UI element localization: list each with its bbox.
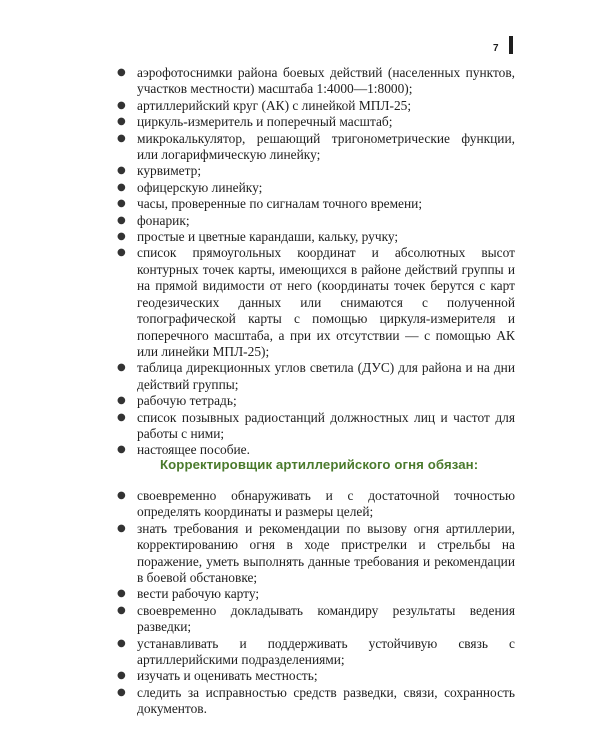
bullet-dot-icon: ● — [117, 99, 126, 111]
duties-list — [117, 488, 515, 718]
bullet-dot-icon: ● — [117, 67, 126, 78]
list-item — [117, 410, 515, 443]
bullet-dot-icon: ● — [117, 637, 126, 649]
bullet-dot-icon: ● — [117, 604, 126, 616]
bullet-dot-icon: ● — [117, 362, 126, 374]
list-item-text: таблица дирекционных углов светила (ДУС) для района и на дни действий группы; — [137, 360, 515, 392]
list-item-text: список прямоугольных координат и абсолютных высот контурных точек карты, имеющихся в районе действий группы и на прямой видимости от него (координаты точек берутся с карт геодезических данных или снимаются с полученной топографической карты с помощью циркуля-измерителя и поперечного масштаба, а при их отсутствии — с помощью АК или линейки МПЛ-25); — [137, 245, 515, 359]
list-item — [117, 163, 515, 179]
list-item-text: своевременно докладывать командиру результаты ведения разведки; — [137, 602, 515, 635]
bullet-dot-icon: ● — [117, 198, 126, 210]
bullet-dot-icon: ● — [117, 490, 126, 501]
list-item-text: часы, проверенные по сигналам точного времени; — [137, 196, 423, 212]
list-item — [117, 586, 515, 602]
list-item — [117, 668, 515, 684]
list-item-text: артиллерийский круг (АК) с линейкой МПЛ-25; — [137, 97, 412, 113]
bullet-dot-icon: ● — [117, 165, 126, 177]
bullet-dot-icon: ● — [117, 444, 126, 456]
bullet-dot-icon: ● — [117, 132, 126, 144]
bullet-dot-icon: ● — [117, 231, 126, 243]
list-item-text: список позывных радиостанций должностных лиц и частот для работы с ними; — [137, 409, 515, 441]
list-item — [117, 98, 515, 114]
equipment-list — [117, 65, 515, 459]
list-item-text: аэрофотоснимки района боевых действий (населенных пунктов, участков местности) масштаба 1:4000—1:8000); — [137, 65, 515, 97]
bullet-dot-icon: ● — [117, 214, 126, 226]
list-item — [117, 114, 515, 130]
bullet-dot-icon: ● — [117, 395, 126, 407]
page-number: 7 — [493, 43, 499, 54]
list-item-text: циркуль-измеритель и поперечный масштаб; — [137, 114, 393, 130]
list-item-text: фонарик; — [137, 212, 190, 228]
list-item — [117, 521, 515, 587]
page-number-bar — [509, 36, 513, 54]
list-item-text: устанавливать и поддерживать устойчивую связь с артиллерийскими подразделениями; — [137, 635, 515, 668]
list-item — [117, 636, 515, 669]
list-item — [117, 180, 515, 196]
list-item-text: изучать и оценивать местность; — [137, 668, 318, 684]
bullet-dot-icon: ● — [117, 670, 126, 682]
bullet-dot-icon: ● — [117, 522, 126, 534]
list-item-text: офицерскую линейку; — [137, 179, 263, 195]
list-item-text: микрокалькулятор, решающий тригонометрические функции, или логарифмическую линейку; — [137, 130, 515, 163]
list-item — [117, 245, 515, 360]
list-item — [117, 360, 515, 393]
bullet-dot-icon: ● — [117, 588, 126, 600]
list-item — [117, 488, 515, 521]
list-item — [117, 685, 515, 718]
list-item-text: своевременно обнаруживать и с достаточной точностью определять координаты и размеры целей; — [137, 488, 515, 520]
bullet-dot-icon: ● — [117, 181, 126, 193]
bullet-dot-icon: ● — [117, 686, 126, 698]
list-item-text: настоящее пособие. — [137, 442, 250, 458]
list-item-text: курвиметр; — [137, 163, 202, 179]
list-item-text: знать требования и рекомендации по вызову огня артиллерии, корректированию огня в ходе пристрелки и стрельбы на поражение, уметь выполнять данные требования и рекомендации в боевой обстановке; — [137, 520, 515, 586]
list-item-text: простые и цветные карандаши, кальку, ручку; — [137, 229, 399, 245]
list-item-text: вести рабочую карту; — [137, 586, 260, 602]
list-item — [117, 229, 515, 245]
list-item — [117, 393, 515, 409]
list-item — [117, 603, 515, 636]
list-item-text: рабочую тетрадь; — [137, 393, 237, 409]
list-item — [117, 131, 515, 164]
bullet-dot-icon: ● — [117, 411, 126, 423]
list-item — [117, 196, 515, 212]
bullet-dot-icon: ● — [117, 116, 126, 128]
list-item-text: следить за исправностью средств разведки, связи, сохранность документов. — [137, 684, 515, 717]
bullet-dot-icon: ● — [117, 247, 126, 259]
list-item — [117, 65, 515, 98]
section-heading: Корректировщик артиллерийского огня обязан: — [160, 457, 479, 472]
list-item — [117, 213, 515, 229]
